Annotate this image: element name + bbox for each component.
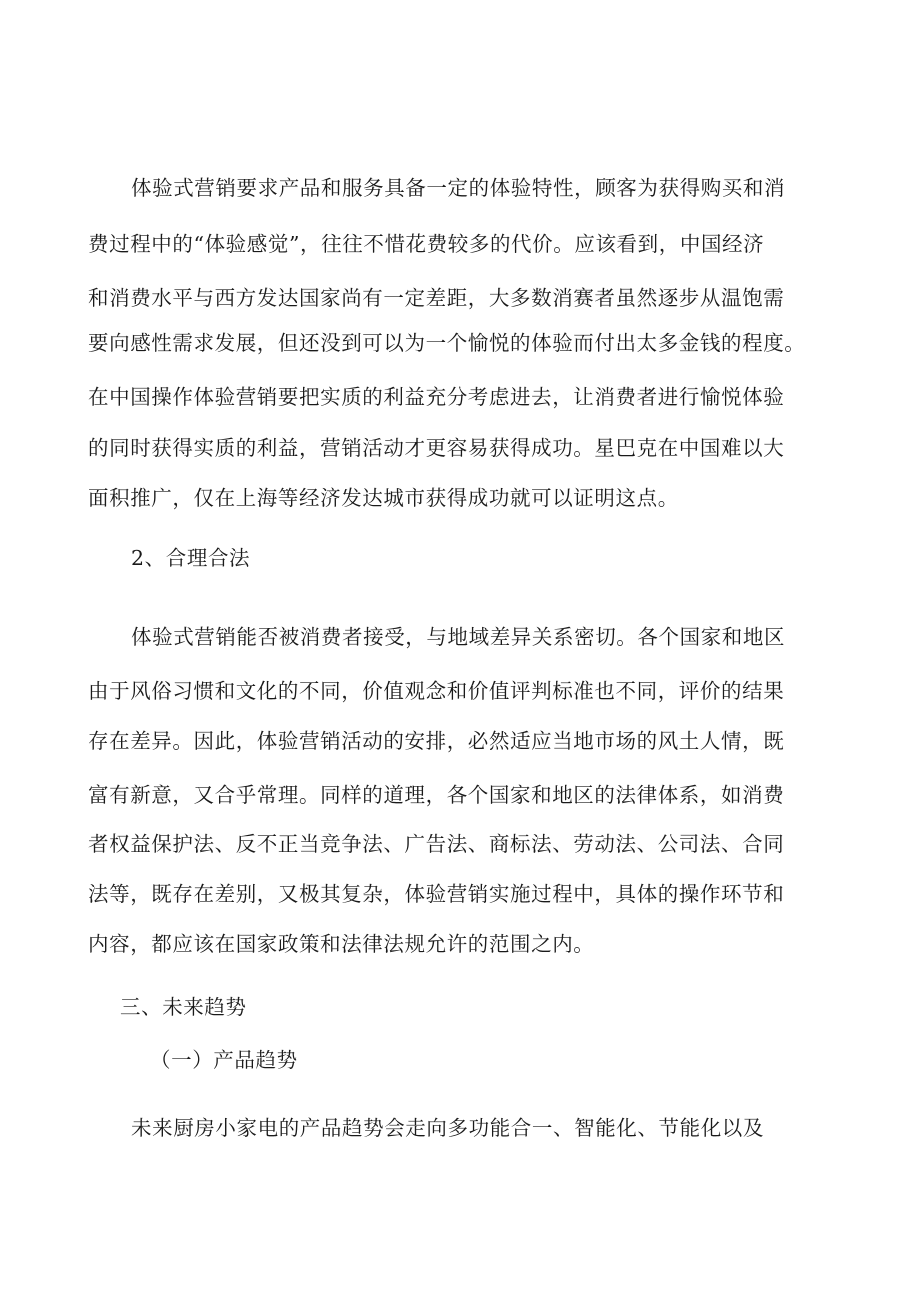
paragraph-line: 体验式营销要求产品和服务具备一定的体验特性，顾客为获得购买和消 (131, 176, 786, 200)
paragraph-line: 在中国操作体验营销要把实质的利益充分考虑进去，让消费者进行愉悦体验 (88, 385, 785, 409)
paragraph-line: 者权益保护法、反不正当竞争法、广告法、商标法、劳动法、公司法、合同 (88, 832, 785, 856)
subsection-heading: （一）产品趋势 (150, 1048, 298, 1072)
paragraph-line: 体验式营销能否被消费者接受，与地域差异关系密切。各个国家和地区 (131, 625, 786, 649)
paragraph-line: 要向感性需求发展，但还没到可以为一个愉悦的体验而付出太多金钱的程度。 (88, 331, 806, 355)
paragraph-line: 面积推广，仅在上海等经济发达城市获得成功就可以证明这点。 (88, 486, 679, 510)
paragraph-line: 存在差异。因此，体验营销活动的安排，必然适应当地市场的风土人情，既 (88, 729, 785, 753)
paragraph-line: 费过程中的“体验感觉”，往往不惜花费较多的代价。应该看到，中国经济 (88, 232, 765, 256)
paragraph-line: 和消费水平与西方发达国家尚有一定差距，大多数消赛者虽然逐步从温饱需 (88, 286, 785, 310)
paragraph-line: 的同时获得实质的利益，营销活动才更容易获得成功。星巴克在中国难以大 (88, 436, 785, 460)
section-heading: 三、未来趋势 (120, 995, 247, 1019)
paragraph-line: 未来厨房小家电的产品趋势会走向多功能合一、智能化、节能化以及 (131, 1116, 764, 1140)
section-heading: 2、合理合法 (131, 546, 251, 570)
paragraph-line: 富有新意，又合乎常理。同样的道理，各个国家和地区的法律体系，如消费 (88, 783, 785, 807)
paragraph-line: 法等，既存在差别，又极其复杂，体验营销实施过程中，具体的操作环节和 (88, 882, 785, 906)
paragraph-line: 由于风俗习惯和文化的不同，价值观念和价值评判标准也不同，评价的结果 (88, 679, 785, 703)
paragraph-line: 内容，都应该在国家政策和法律法规允许的范围之内。 (88, 932, 595, 956)
